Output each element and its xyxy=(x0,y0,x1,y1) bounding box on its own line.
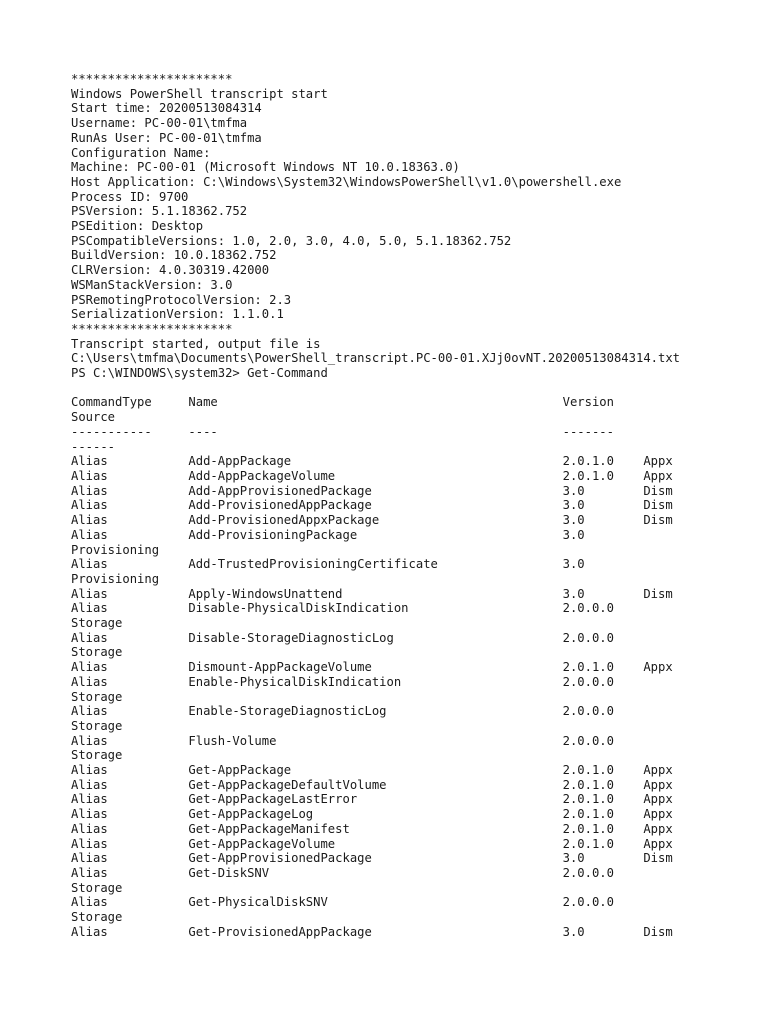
transcript-line: Alias Get-DiskSNV 2.0.0.0 xyxy=(71,865,614,880)
transcript-line: Provisioning xyxy=(71,571,160,586)
transcript-line: Alias Get-AppPackageLog 2.0.1.0 Appx xyxy=(71,807,673,822)
transcript-line: Storage xyxy=(71,748,123,763)
transcript-line: Alias Add-ProvisionedAppPackage 3.0 Dism xyxy=(71,498,673,513)
transcript-line: Alias Add-AppPackageVolume 2.0.1.0 Appx xyxy=(71,468,673,483)
transcript-line: Source xyxy=(71,410,116,425)
transcript-line: Alias Get-AppPackageLastError 2.0.1.0 Appx xyxy=(71,792,673,807)
transcript-line: Alias Get-AppProvisionedPackage 3.0 Dism xyxy=(71,851,673,866)
transcript-line: Storage xyxy=(71,880,123,895)
transcript-line: Storage xyxy=(71,718,123,733)
transcript-line: Alias Get-PhysicalDiskSNV 2.0.0.0 xyxy=(71,895,614,910)
transcript-line: Configuration Name: xyxy=(71,145,211,160)
transcript-line: Alias Add-AppPackage 2.0.1.0 Appx xyxy=(71,454,673,469)
transcript-line: WSManStackVersion: 3.0 xyxy=(71,277,233,292)
transcript-line: Alias Add-ProvisioningPackage 3.0 xyxy=(71,527,585,542)
transcript-line: Storage xyxy=(71,616,123,631)
transcript-line: PSRemotingProtocolVersion: 2.3 xyxy=(71,292,292,307)
transcript-line: Host Application: C:\Windows\System32\WindowsPowerShell\v1.0\powershell.exe xyxy=(71,174,622,189)
transcript-line: Alias Get-AppPackage 2.0.1.0 Appx xyxy=(71,763,673,778)
transcript-line: Provisioning xyxy=(71,542,160,557)
transcript-line: Alias Dismount-AppPackageVolume 2.0.1.0 Appx xyxy=(71,660,673,675)
transcript-line: Alias Disable-PhysicalDiskIndication 2.0.0.0 xyxy=(71,601,614,616)
transcript-line: Alias Get-AppPackageManifest 2.0.1.0 Appx xyxy=(71,821,673,836)
transcript-line: PSCompatibleVersions: 1.0, 2.0, 3.0, 4.0, 5.0, 5.1.18362.752 xyxy=(71,233,512,248)
transcript-line: Alias Flush-Volume 2.0.0.0 xyxy=(71,733,614,748)
transcript-line: Transcript started, output file is xyxy=(71,336,321,351)
transcript-line: BuildVersion: 10.0.18362.752 xyxy=(71,248,277,263)
transcript-line: Alias Get-ProvisionedAppPackage 3.0 Dism xyxy=(71,924,673,939)
transcript-line: CommandType Name Version xyxy=(71,395,614,410)
transcript-line: Alias Add-ProvisionedAppxPackage 3.0 Dism xyxy=(71,513,673,528)
transcript-line: Alias Get-AppPackageDefaultVolume 2.0.1.0 Appx xyxy=(71,777,673,792)
transcript-line: Alias Enable-PhysicalDiskIndication 2.0.0.0 xyxy=(71,674,614,689)
transcript-line: Windows PowerShell transcript start xyxy=(71,86,328,101)
transcript-line: Storage xyxy=(71,645,123,660)
transcript-line: ----------- ---- ------- xyxy=(71,424,614,439)
transcript-line: Storage xyxy=(71,689,123,704)
transcript-line: Alias Enable-StorageDiagnosticLog 2.0.0.0 xyxy=(71,704,614,719)
transcript-line: PSVersion: 5.1.18362.752 xyxy=(71,204,248,219)
transcript-line: ------ xyxy=(71,439,116,454)
transcript-line: Start time: 20200513084314 xyxy=(71,101,262,116)
transcript-line: Alias Apply-WindowsUnattend 3.0 Dism xyxy=(71,586,673,601)
transcript-line: PS C:\WINDOWS\system32> Get-Command xyxy=(71,366,328,381)
transcript-line: Username: PC-00-01\tmfma xyxy=(71,116,248,131)
transcript-line: Alias Get-AppPackageVolume 2.0.1.0 Appx xyxy=(71,836,673,851)
transcript-line: C:\Users\tmfma\Documents\PowerShell_transcript.PC-00-01.XJj0ovNT.20200513084314.txt xyxy=(71,351,681,366)
transcript-line: CLRVersion: 4.0.30319.42000 xyxy=(71,263,270,278)
transcript-line: SerializationVersion: 1.1.0.1 xyxy=(71,307,284,322)
transcript-line: ********************** xyxy=(71,72,233,86)
transcript-line: Process ID: 9700 xyxy=(71,189,189,204)
transcript-line: Alias Add-TrustedProvisioningCertificate 3.0 xyxy=(71,557,585,572)
transcript-line: ********************** xyxy=(71,321,233,336)
transcript-line: RunAs User: PC-00-01\tmfma xyxy=(71,130,262,145)
powershell-transcript xyxy=(71,72,680,939)
transcript-line: Machine: PC-00-01 (Microsoft Windows NT 10.0.18363.0) xyxy=(71,160,460,175)
transcript-line: Alias Add-AppProvisionedPackage 3.0 Dism xyxy=(71,483,673,498)
transcript-line: Storage xyxy=(71,910,123,925)
transcript-line: PSEdition: Desktop xyxy=(71,219,204,234)
transcript-line: Alias Disable-StorageDiagnosticLog 2.0.0.0 xyxy=(71,630,614,645)
